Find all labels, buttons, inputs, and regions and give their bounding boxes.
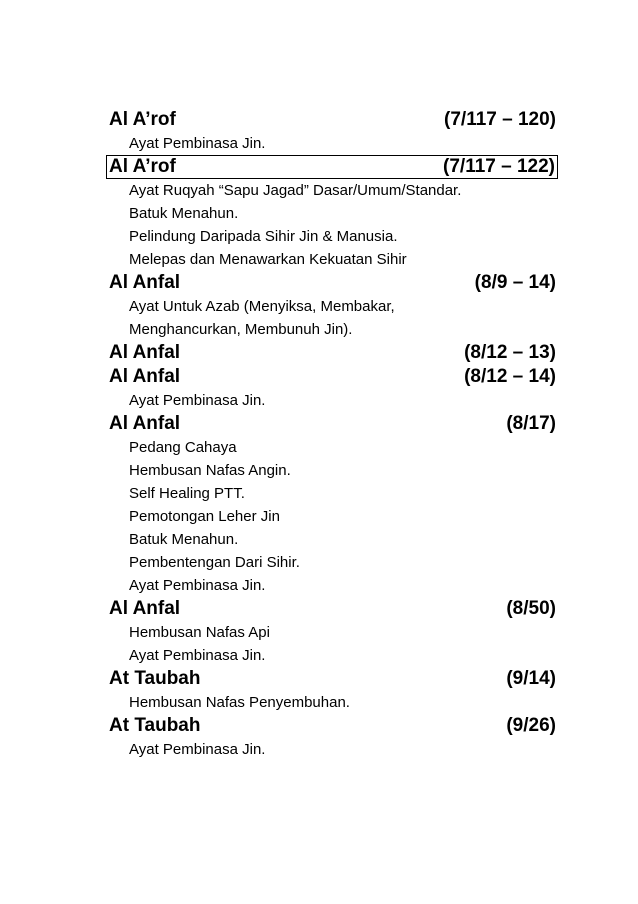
verse-reference: (8/9 – 14) [474,272,556,293]
surah-name: Al A’rof [109,109,176,130]
verse-reference: (8/12 – 14) [464,366,556,387]
verse-reference: (8/17) [506,413,556,434]
description-list [108,738,558,761]
surah-name: Al Anfal [109,272,181,293]
description-item: Menghancurkan, Membunuh Jin). [129,321,353,338]
description-item: Pedang Cahaya [129,439,237,456]
description-item: Pelindung Daripada Sihir Jin & Manusia. [129,228,398,245]
surah-name: Al Anfal [109,413,181,434]
entry [108,597,558,667]
description-item: Ayat Pembinasa Jin. [129,135,266,152]
verse-reference: (8/50) [506,598,556,619]
description-item: Ayat Pembinasa Jin. [129,741,266,758]
description-item: Hembusan Nafas Angin. [129,462,291,479]
entry [108,155,558,271]
surah-name: Al Anfal [109,366,181,387]
verse-reference: (9/26) [506,715,556,736]
description-item: Hembusan Nafas Penyembuhan. [129,694,350,711]
surah-name: Al A’rof [109,156,176,177]
verse-reference: (7/117 – 122) [443,156,555,177]
entry-heading [108,667,558,691]
entry [108,667,558,714]
description-item: Ayat Pembinasa Jin. [129,392,266,409]
description-item: Ayat Pembinasa Jin. [129,577,266,594]
description-item: Batuk Menahun. [129,205,239,222]
description-item: Self Healing PTT. [129,485,245,502]
description-list [108,295,558,341]
surah-name: At Taubah [109,668,201,689]
verse-reference: (8/12 – 13) [464,342,556,363]
description-list [108,436,558,597]
entry-heading [108,412,558,436]
document-page [108,108,558,761]
entry-heading [108,271,558,295]
entry [108,341,558,365]
description-list [108,179,558,271]
description-item: Pemotongan Leher Jin [129,508,280,525]
entry [108,271,558,341]
entry-heading-boxed [106,155,558,179]
description-item: Ayat Untuk Azab (Menyiksa, Membakar, [129,298,395,315]
surah-name: At Taubah [109,715,201,736]
entry-heading [108,341,558,365]
entry-heading [108,365,558,389]
description-item: Melepas dan Menawarkan Kekuatan Sihir [129,251,407,268]
entry [108,412,558,597]
entry-heading [108,597,558,621]
entry-heading [108,108,558,132]
description-list [108,621,558,667]
surah-name: Al Anfal [109,342,181,363]
description-item: Batuk Menahun. [129,531,239,548]
verse-reference: (9/14) [506,668,556,689]
description-item: Ayat Ruqyah “Sapu Jagad” Dasar/Umum/Standar. [129,182,462,199]
entry [108,108,558,155]
description-list [108,389,558,412]
description-item: Ayat Pembinasa Jin. [129,647,266,664]
surah-name: Al Anfal [109,598,181,619]
entry [108,365,558,412]
entry-heading [108,714,558,738]
description-list [108,691,558,714]
description-list [108,132,558,155]
description-item: Pembentengan Dari Sihir. [129,554,300,571]
entry [108,714,558,761]
description-item: Hembusan Nafas Api [129,624,270,641]
verse-reference: (7/117 – 120) [444,109,556,130]
